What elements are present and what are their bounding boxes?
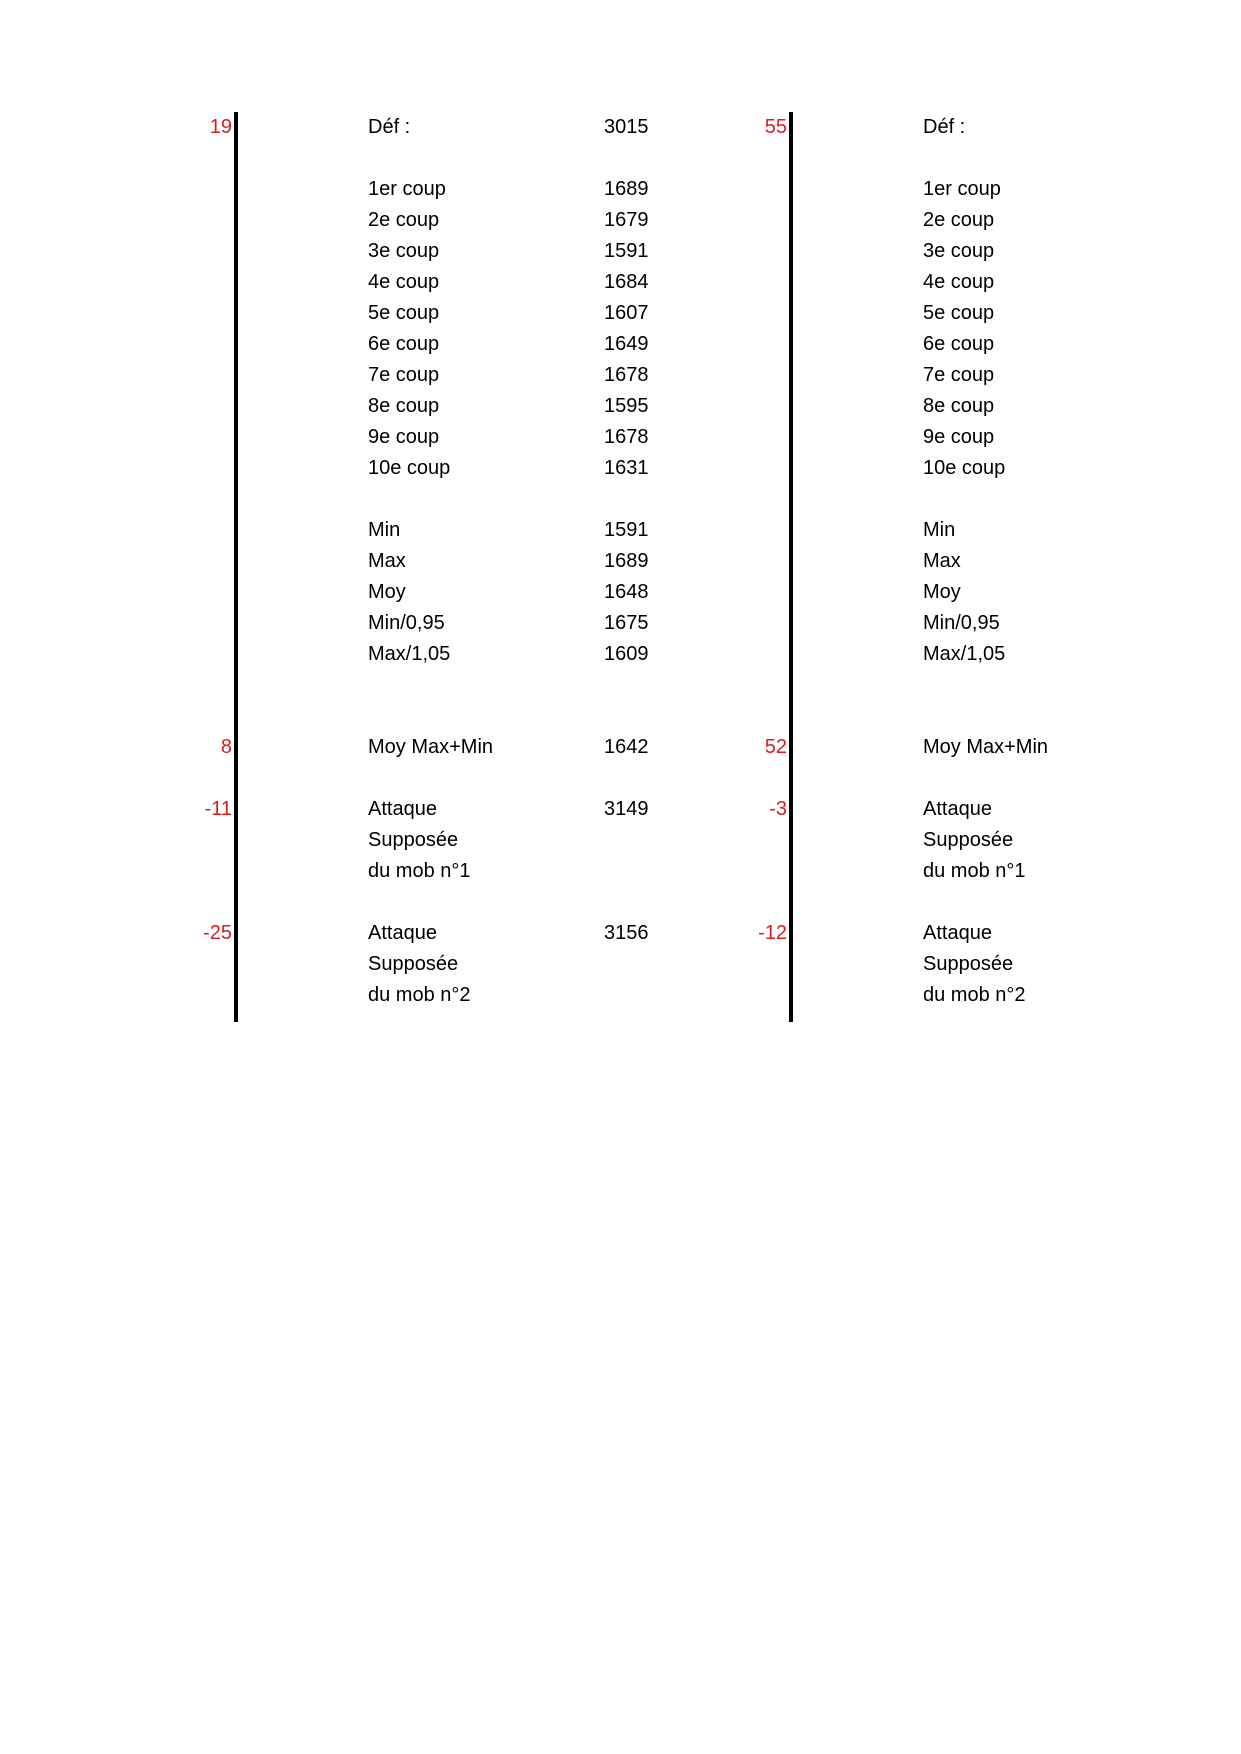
- row-label: 4e coup: [368, 271, 440, 293]
- table-row: [0, 329, 649, 360]
- row-label: 7e coup: [368, 364, 440, 386]
- stats-block-right: [555, 112, 1115, 1022]
- row-value: 3149: [604, 798, 649, 820]
- table-row: [555, 608, 1115, 639]
- table-row: [0, 422, 649, 453]
- table-row: [555, 980, 1115, 1011]
- table-row: [555, 577, 1115, 608]
- table-row: [0, 112, 649, 143]
- row-label: Déf :: [368, 116, 411, 138]
- table-row: [555, 763, 1115, 794]
- row-label: 1er coup: [923, 178, 1001, 200]
- row-value: 1689: [604, 550, 649, 572]
- table-row: [555, 639, 1115, 670]
- table-row: [0, 887, 560, 918]
- table-row: [0, 732, 649, 763]
- row-label: 5e coup: [368, 302, 440, 324]
- table-row: [0, 453, 649, 484]
- row-label: Max: [368, 550, 406, 572]
- row-label: du mob n°1: [368, 860, 471, 882]
- row-label: Max/1,05: [923, 643, 1006, 665]
- row-label: 1er coup: [368, 178, 446, 200]
- table-row: [555, 298, 1115, 329]
- row-value: 3015: [604, 116, 649, 138]
- table-row: [555, 484, 1115, 515]
- row-label: 9e coup: [368, 426, 440, 448]
- row-value: 1689: [604, 178, 649, 200]
- row-label: 10e coup: [923, 457, 1006, 479]
- table-row: [555, 856, 1115, 887]
- row-value: 1684: [604, 271, 649, 293]
- table-row: [555, 112, 1115, 143]
- row-label: Moy Max+Min: [923, 736, 1049, 758]
- table-row: [555, 732, 1115, 763]
- table-row: [0, 484, 560, 515]
- row-label: 2e coup: [368, 209, 440, 231]
- delta-value: -11: [204, 798, 232, 820]
- table-row: [555, 391, 1115, 422]
- stats-block-left: [0, 112, 649, 1022]
- row-label: Supposée: [923, 829, 1014, 851]
- row-label: 8e coup: [368, 395, 440, 417]
- table-row: [555, 267, 1115, 298]
- row-label: Attaque: [923, 922, 992, 944]
- row-value: 1675: [604, 612, 649, 634]
- row-label: Déf :: [923, 116, 966, 138]
- row-label: Attaque: [368, 798, 437, 820]
- table-row: [555, 701, 1115, 732]
- row-label: Min: [923, 519, 956, 541]
- table-row: [0, 763, 560, 794]
- row-label: 2e coup: [923, 209, 995, 231]
- table-row: [555, 360, 1115, 391]
- row-value: 1609: [604, 643, 649, 665]
- row-value: 1678: [604, 426, 649, 448]
- row-label: 6e coup: [368, 333, 440, 355]
- row-label: 10e coup: [368, 457, 451, 479]
- table-row: [555, 174, 1115, 205]
- row-label: 6e coup: [923, 333, 995, 355]
- row-label: Supposée: [923, 953, 1014, 975]
- row-label: du mob n°1: [923, 860, 1026, 882]
- table-row: [0, 825, 560, 856]
- row-label: Attaque: [368, 922, 437, 944]
- table-row: [555, 546, 1115, 577]
- table-row: [555, 143, 1115, 174]
- table-row: [555, 329, 1115, 360]
- table-row: [555, 453, 1115, 484]
- delta-value: 55: [764, 116, 787, 138]
- table-row: [0, 298, 649, 329]
- table-row: [555, 887, 1115, 918]
- row-label: Min/0,95: [368, 612, 445, 634]
- table-row: [0, 143, 560, 174]
- row-label: Moy Max+Min: [368, 736, 494, 758]
- row-label: Min/0,95: [923, 612, 1000, 634]
- delta-value: 52: [764, 736, 787, 758]
- row-label: 3e coup: [368, 240, 440, 262]
- row-label: du mob n°2: [923, 984, 1026, 1006]
- table-row: [555, 422, 1115, 453]
- table-row: [0, 360, 649, 391]
- row-value: 1631: [604, 457, 649, 479]
- row-label: Supposée: [368, 953, 459, 975]
- table-row: [555, 670, 1115, 701]
- table-row: [0, 670, 560, 701]
- row-label: 9e coup: [923, 426, 995, 448]
- delta-value: -3: [769, 798, 787, 820]
- table-row: [555, 794, 1115, 825]
- table-row: [0, 546, 649, 577]
- table-row: [0, 918, 649, 949]
- table-row: [0, 236, 649, 267]
- table-row: [0, 391, 649, 422]
- row-label: Moy: [368, 581, 406, 603]
- table-row: [0, 639, 649, 670]
- row-value: 1649: [604, 333, 649, 355]
- table-row: [0, 577, 649, 608]
- row-label: 4e coup: [923, 271, 995, 293]
- table-row: [555, 918, 1115, 949]
- row-label: 8e coup: [923, 395, 995, 417]
- table-row: [555, 949, 1115, 980]
- table-row: [0, 794, 649, 825]
- row-value: 1607: [604, 302, 649, 324]
- row-label: Attaque: [923, 798, 992, 820]
- table-row: [0, 980, 560, 1011]
- delta-value: 8: [220, 736, 232, 758]
- row-value: 1591: [604, 240, 649, 262]
- table-row: [0, 949, 560, 980]
- table-row: [0, 267, 649, 298]
- row-label: du mob n°2: [368, 984, 471, 1006]
- row-value: 1591: [604, 519, 649, 541]
- table-row: [555, 205, 1115, 236]
- table-row: [555, 515, 1115, 546]
- row-label: Min: [368, 519, 401, 541]
- row-value: 3156: [604, 922, 649, 944]
- row-label: 7e coup: [923, 364, 995, 386]
- delta-value: 19: [209, 116, 232, 138]
- row-value: 1678: [604, 364, 649, 386]
- row-value: 1595: [604, 395, 649, 417]
- row-label: Moy: [923, 581, 961, 603]
- table-row: [0, 515, 649, 546]
- row-value: 1679: [604, 209, 649, 231]
- table-row: [555, 825, 1115, 856]
- table-row: [0, 174, 649, 205]
- table-row: [0, 701, 560, 732]
- row-label: 3e coup: [923, 240, 995, 262]
- row-label: Max: [923, 550, 961, 572]
- table-row: [0, 608, 649, 639]
- row-value: 1642: [604, 736, 649, 758]
- delta-value: -12: [758, 922, 787, 944]
- row-label: Supposée: [368, 829, 459, 851]
- table-row: [0, 205, 649, 236]
- row-label: 5e coup: [923, 302, 995, 324]
- table-row: [0, 856, 560, 887]
- table-row: [555, 236, 1115, 267]
- row-label: Max/1,05: [368, 643, 451, 665]
- row-value: 1648: [604, 581, 649, 603]
- delta-value: -25: [203, 922, 232, 944]
